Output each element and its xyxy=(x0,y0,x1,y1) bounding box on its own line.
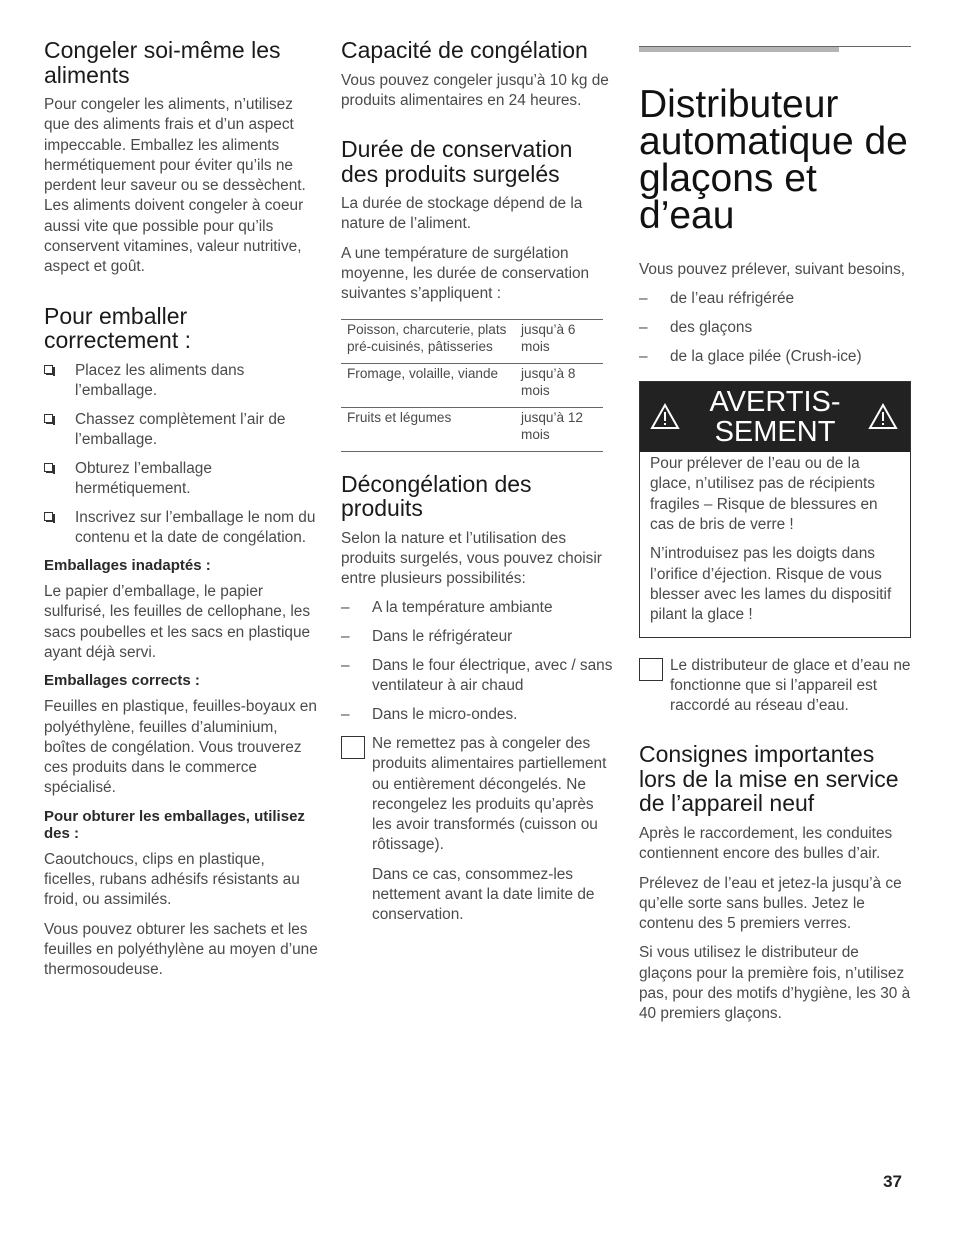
heading-capacite: Capacité de congélation xyxy=(341,37,588,63)
paragraph-intro: Vous pouvez prélever, suivant besoins, xyxy=(639,261,906,278)
note-text: Le distributeur de glace et d’eau ne fonctionne que si l’appareil est raccordé au réseau d’eau. xyxy=(670,656,911,715)
dash-icon: – xyxy=(639,319,648,337)
page-title: Distributeur automatique de glaçons et d’eau xyxy=(639,83,908,237)
paragraph-duree-2: A une température de surgélation moyenne, les durée de conservation suivantes s’appliquent : xyxy=(341,244,590,303)
checklist-item: Obturez l’emballage hermétiquement. xyxy=(44,459,319,500)
list-item: – Dans le réfrigérateur xyxy=(341,627,613,647)
list-item: – de l’eau réfrigérée xyxy=(639,289,911,309)
list-item: – de la glace pilée (Crush-ice) xyxy=(639,347,911,367)
warning-header xyxy=(640,382,910,452)
page-number: 37 xyxy=(883,1172,902,1191)
list-item: – Dans le four électrique, avec / sans ventilateur à air chaud xyxy=(341,657,613,695)
table-cell-food: Fruits et légumes xyxy=(341,407,515,451)
paragraph-inadaptes: Le papier d’emballage, le papier sulfurisé, les feuilles de cellophane, les sacs poubelles et les sacs en plastique ayant déjà servi. xyxy=(44,583,311,661)
heading-corrects: Emballages corrects : xyxy=(44,672,200,690)
dash-icon: – xyxy=(341,599,350,617)
storage-duration-table xyxy=(341,319,603,452)
paragraph-corrects: Feuilles en plastique, feuilles-boyaux en polyéthylène, feuilles d’aluminium, boîtes de congélation. Vous trouverez ces produits dans le commerce spécialisé. xyxy=(44,698,317,797)
heading-congeler: Congeler soi-même les aliments xyxy=(44,37,281,88)
table-cell-food: Poisson, charcuterie, plats pré-cuisinés, pâtisseries xyxy=(341,319,515,363)
table-row xyxy=(341,407,603,451)
paragraph-consignes-2: Prélevez de l’eau et jetez-la jusqu’à ce qu’elle sorte sans bulles. Jetez le contenu des 5 premiers verres. xyxy=(639,874,902,933)
dash-icon: – xyxy=(639,347,648,365)
heading-consignes: Consignes importantes lors de la mise en service de l’appareil neuf xyxy=(639,741,899,817)
note-refreeze xyxy=(341,734,613,926)
paragraph-consignes-3: Si vous utilisez le distributeur de glaçons pour la première fois, n’utilisez pas, pour des motifs d’hygiène, les 30 à 40 premiers glaçons. xyxy=(639,944,911,1023)
table-cell-duration: jusqu’à 8 mois xyxy=(515,363,603,407)
checklist-emballer xyxy=(44,361,319,549)
note-box-icon xyxy=(341,736,365,759)
title-rule xyxy=(639,46,911,54)
checkbox-icon xyxy=(44,512,53,521)
list-item: – A la température ambiante xyxy=(341,598,613,618)
warning-text-1: Pour prélever de l’eau ou de la glace, n’utilisez pas de récipients fragiles – Risque de blessures en cas de bris de verre ! xyxy=(650,455,878,534)
checklist-item: Inscrivez sur l’emballage le nom du contenu et la date de congélation. xyxy=(44,508,319,549)
heading-obturer: Pour obturer les emballages, utilisez des : xyxy=(44,807,305,842)
checklist-item: Placez les aliments dans l’emballage. xyxy=(44,361,319,402)
dash-icon: – xyxy=(341,628,350,646)
table-cell-food: Fromage, volaille, viande xyxy=(341,363,515,407)
note-box-icon xyxy=(639,658,663,681)
dash-list-decongelation xyxy=(341,598,613,725)
table-row xyxy=(341,319,603,363)
dash-icon: – xyxy=(341,657,350,675)
title-rule-line xyxy=(639,46,911,47)
heading-emballer: Pour emballer correctement : xyxy=(44,302,191,354)
heading-decongelation: Décongélation des produits xyxy=(341,470,532,522)
paragraph-obturer-1: Caoutchoucs, clips en plastique, ficelles, rubans adhésifs résistants au froid, ou assimilés. xyxy=(44,850,300,909)
note-water-connection xyxy=(639,656,911,717)
warning-triangle-icon xyxy=(650,402,680,430)
warning-title: AVERTIS- SEMENT xyxy=(709,386,841,449)
warning-box xyxy=(639,381,911,637)
paragraph-obturer-2: Vous pouvez obturer les sachets et les feuilles en polyéthylène au moyen d’une thermosoudeuse. xyxy=(44,920,318,979)
paragraph-decongelation: Selon la nature et l’utilisation des produits surgelés, vous pouvez choisir entre plusieurs possibilités: xyxy=(341,529,602,588)
heading-inadaptes: Emballages inadaptés : xyxy=(44,557,211,575)
warning-body xyxy=(640,452,910,636)
checkbox-icon xyxy=(44,463,53,472)
paragraph-capacite: Vous pouvez congeler jusqu’à 10 kg de produits alimentaires en 24 heures. xyxy=(341,71,609,109)
paragraph-consignes-1: Après le raccordement, les conduites contiennent encore des bulles d’air. xyxy=(639,824,893,863)
column-right xyxy=(639,38,911,1034)
checkbox-icon xyxy=(44,414,53,423)
column-middle xyxy=(341,38,613,935)
table-row xyxy=(341,363,603,407)
table-cell-duration: jusqu’à 6 mois xyxy=(515,319,603,363)
note-text-1: Ne remettez pas à congeler des produits alimentaires partiellement ou entièrement décongelés. Ne recongelez les produits qu’après les avoir transformés (cuisson ou rôtissage). xyxy=(372,734,607,854)
dash-list-distributeur xyxy=(639,289,911,367)
checklist-item: Chassez complètement l’air de l’emballage. xyxy=(44,410,319,451)
column-left xyxy=(44,38,319,990)
note-text-2: Dans ce cas, consommez-les nettement avant la date limite de conservation. xyxy=(372,865,595,924)
paragraph-congeler: Pour congeler les aliments, n’utilisez que des aliments frais et d’un aspect impeccable. Emballez les aliments hermétiquement pour éviter qu’ils ne perdent leur saveur ou se dessèchent. Les aliments doivent congeler à coeur aussi vite que possible pour qu’ils conservent vitamines, valeur nutritive, aspect et goût. xyxy=(44,96,306,276)
heading-duree: Durée de conservation des produits surgelés xyxy=(341,136,573,187)
table-cell-duration: jusqu’à 12 mois xyxy=(515,407,603,451)
list-item: – des glaçons xyxy=(639,318,911,338)
dash-icon: – xyxy=(341,706,350,724)
paragraph-duree-1: La durée de stockage dépend de la nature de l’aliment. xyxy=(341,195,583,233)
warning-triangle-icon xyxy=(868,402,898,430)
warning-text-2: N’introduisez pas les doigts dans l’orifice d’éjection. Risque de vous blesser avec les lames du dispositif pilant la glace ! xyxy=(650,545,892,624)
checkbox-icon xyxy=(44,365,53,374)
dash-icon: – xyxy=(639,290,648,308)
list-item: – Dans le micro-ondes. xyxy=(341,705,613,725)
